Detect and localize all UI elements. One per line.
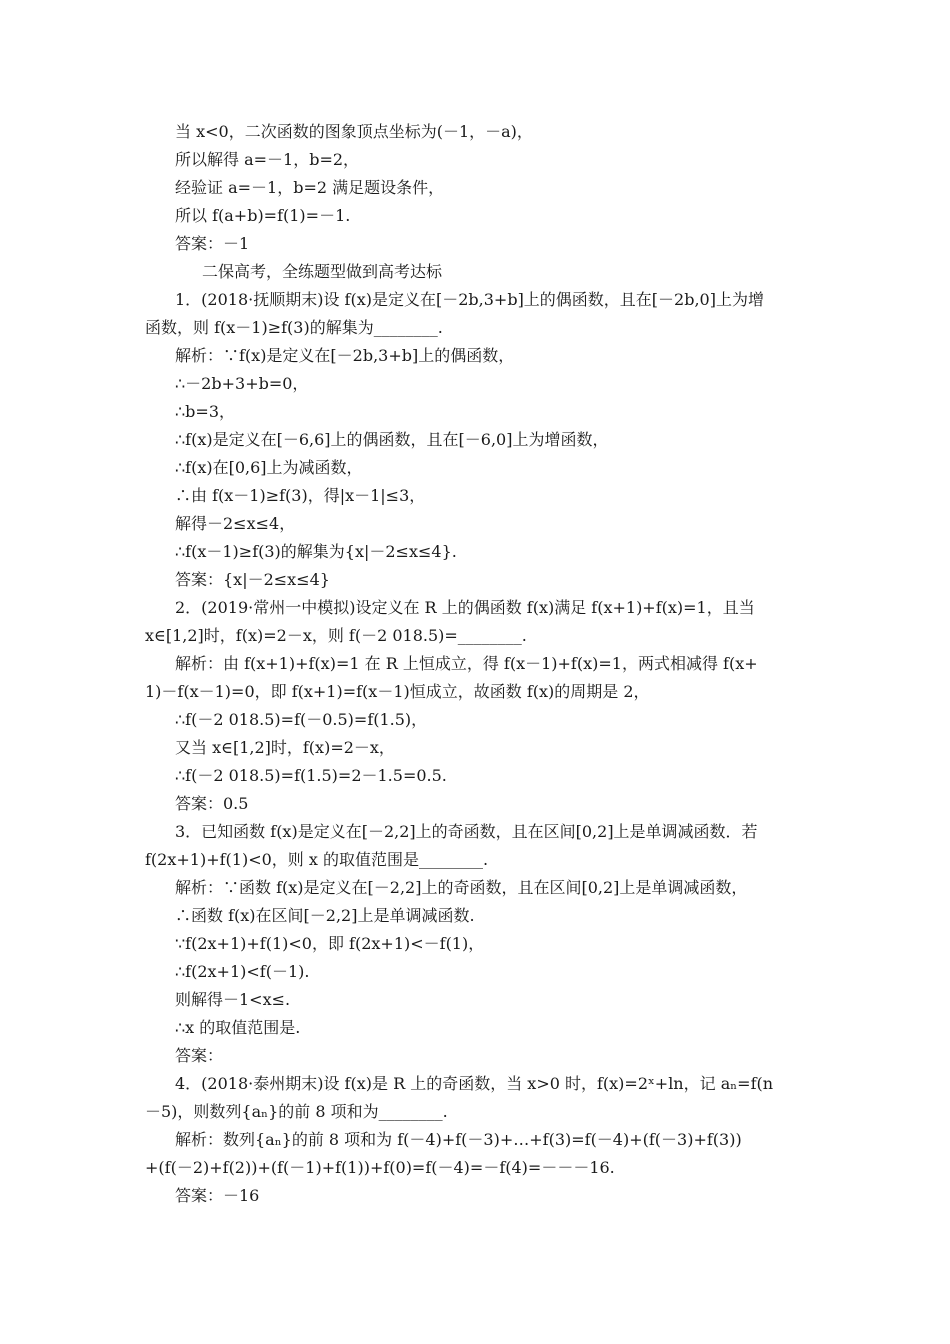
answer-line: 答案：－1 [175, 234, 250, 253]
answer-line: 答案：{x|－2≤x≤4} [175, 570, 330, 589]
problem-1-statement-cont: 函数，则 f(x－1)≥f(3)的解集为________. [145, 318, 443, 337]
text-line: ∴f(x)是定义在[－6,6]上的偶函数，且在[－6,0]上为增函数， [175, 430, 609, 449]
text-line: ∴f(2x+1)<f(－1). [175, 962, 310, 981]
text-line: 当 x<0，二次函数的图象顶点坐标为(－1，－a)， [175, 122, 533, 141]
text-line: ∴b=3， [175, 402, 236, 421]
text-line: 解得－2≤x≤4， [175, 514, 296, 533]
text-line: ∴x 的取值范围是. [175, 1018, 301, 1037]
problem-4-statement: 4．(2018·泰州期末)设 f(x)是 R 上的奇函数，当 x>0 时，f(x)=2ˣ+ln，记 aₙ=f(n [175, 1074, 774, 1093]
text-line: 解析：∵函数 f(x)是定义在[－2,2]上的奇函数，且在区间[0,2]上是单调减函数， [175, 878, 748, 897]
text-line: 解析：由 f(x+1)+f(x)=1 在 R 上恒成立，得 f(x－1)+f(x)=1，两式相减得 f(x+ [175, 654, 758, 673]
text-line: 1)－f(x－1)=0，即 f(x+1)=f(x－1)恒成立，故函数 f(x)的周期是 2， [145, 682, 650, 701]
text-line: 经验证 a=－1，b=2 满足题设条件， [175, 178, 445, 197]
problem-2-statement: 2．(2019·常州一中模拟)设定义在 R 上的偶函数 f(x)满足 f(x+1)+f(x)=1，且当 [175, 598, 755, 617]
text-line: ∴f(－2 018.5)=f(1.5)=2－1.5=0.5. [175, 766, 447, 785]
text-line: ∴由 f(x－1)≥f(3)，得|x－1|≤3， [175, 486, 426, 505]
text-line: ∴－2b+3+b=0， [175, 374, 309, 393]
text-line: 所以解得 a=－1，b=2， [175, 150, 360, 169]
text-line: 则解得－1<x≤. [175, 990, 291, 1009]
problem-4-statement-cont: －5)，则数列{aₙ}的前 8 项和为________. [145, 1102, 448, 1121]
problem-3-statement-cont: f(2x+1)+f(1)<0，则 x 的取值范围是________. [145, 850, 489, 869]
text-line: ∴函数 f(x)在区间[－2,2]上是单调减函数. [175, 906, 475, 925]
text-line: 所以 f(a+b)=f(1)=－1. [175, 206, 351, 225]
problem-1-statement: 1．(2018·抚顺期末)设 f(x)是定义在[－2b,3+b]上的偶函数，且在[－2b,0]上为增 [175, 290, 764, 309]
text-line: 解析：∵f(x)是定义在[－2b,3+b]上的偶函数， [175, 346, 515, 365]
text-line: ∴f(x)在[0,6]上为减函数， [175, 458, 363, 477]
problem-3-statement: 3．已知函数 f(x)是定义在[－2,2]上的奇函数，且在区间[0,2]上是单调减函数．若 [175, 822, 758, 841]
text-line: +(f(－2)+f(2))+(f(－1)+f(1))+f(0)=f(－4)=－f(4)=－－－16. [145, 1158, 615, 1177]
problem-2-statement-cont: x∈[1,2]时，f(x)=2－x，则 f(－2 018.5)=________. [145, 626, 527, 645]
text-line: ∴f(－2 018.5)=f(－0.5)=f(1.5)， [175, 710, 428, 729]
answer-line: 答案： [175, 1046, 224, 1065]
document-body [145, 118, 815, 1210]
text-line: 又当 x∈[1,2]时，f(x)=2－x， [175, 738, 395, 757]
text-line: ∵f(2x+1)+f(1)<0，即 f(2x+1)<－f(1)， [175, 934, 485, 953]
text-line: 解析：数列{aₙ}的前 8 项和为 f(－4)+f(－3)+…+f(3)=f(－4)+(f(－3)+f(3)) [175, 1130, 742, 1149]
answer-line: 答案：－16 [175, 1186, 260, 1205]
text-line: ∴f(x－1)≥f(3)的解集为{x|－2≤x≤4}. [175, 542, 457, 561]
answer-line: 答案：0.5 [175, 794, 249, 813]
section-heading: 二保高考，全练题型做到高考达标 [202, 262, 443, 281]
